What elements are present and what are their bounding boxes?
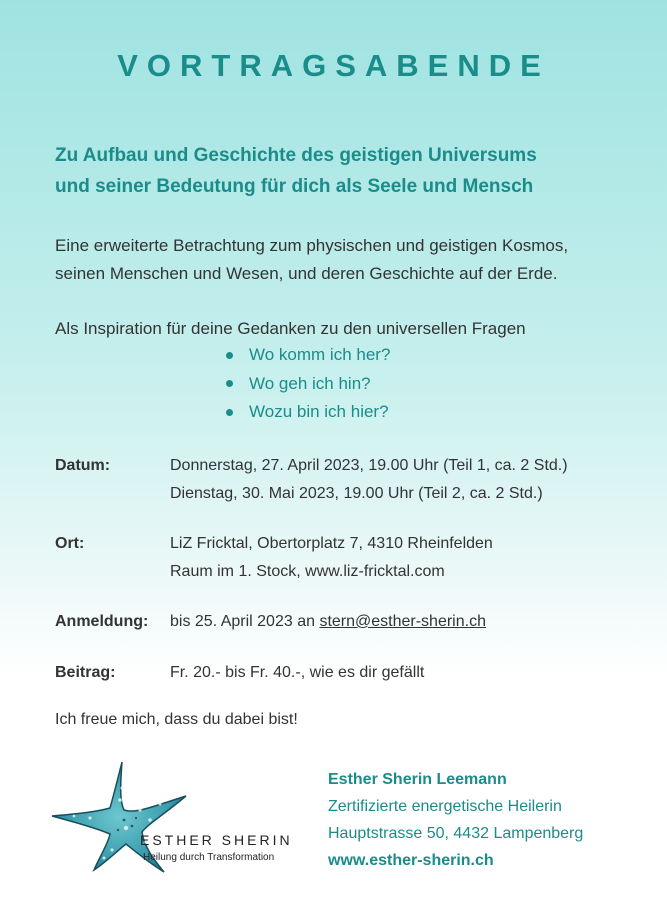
intro-paragraph xyxy=(55,232,645,288)
logo-name: ESTHER SHERIN xyxy=(140,832,293,848)
bullet-icon xyxy=(226,380,233,387)
contact-website-link[interactable]: www.esther-sherin.ch xyxy=(328,852,494,869)
contact-name: Esther Sherin Leemann xyxy=(328,771,507,788)
ort-label: Ort: xyxy=(55,535,85,552)
contact-role: Zertifizierte energetische Heilerin xyxy=(328,798,562,815)
question-3: Wozu bin ich hier? xyxy=(249,402,389,421)
anmeldung-row xyxy=(55,608,645,636)
datum-line-1: Donnerstag, 27. April 2023, 19.00 Uhr (Teil 1, ca. 2 Std.) xyxy=(170,457,568,474)
page-title: VORTRAGSABENDE xyxy=(117,48,550,83)
beitrag-row xyxy=(55,659,645,687)
ort-line-1: LiZ Fricktal, Obertorplatz 7, 4310 Rheinfelden xyxy=(170,535,493,552)
ort-value xyxy=(170,530,493,586)
inspiration-text: Als Inspiration für deine Gedanken zu den universellen Fragen xyxy=(55,319,526,338)
subtitle-line-1: Zu Aufbau und Geschichte des geistigen Universums xyxy=(55,145,537,166)
beitrag-label: Beitrag: xyxy=(55,664,116,681)
email-link[interactable]: stern@esther-sherin.ch xyxy=(319,613,486,630)
questions-list xyxy=(226,341,390,427)
anmeldung-prefix: bis 25. April 2023 an xyxy=(170,613,320,630)
intro-line-2: seinen Menschen und Wesen, und deren Geschichte auf der Erde. xyxy=(55,264,558,283)
question-2: Wo geh ich hin? xyxy=(249,373,371,393)
bullet-icon xyxy=(226,352,233,359)
beitrag-value: Fr. 20.- bis Fr. 40.-, wie es dir gefällt xyxy=(170,664,425,681)
list-item xyxy=(226,370,390,399)
anmeldung-value xyxy=(170,608,486,636)
bullet-icon xyxy=(226,409,233,416)
closing-text: Ich freue mich, dass du dabei bist! xyxy=(55,711,298,728)
contact-block xyxy=(328,766,583,874)
intro-line-1: Eine erweiterte Betrachtung zum physischen und geistigen Kosmos, xyxy=(55,236,569,255)
list-item xyxy=(226,341,390,370)
datum-label: Datum: xyxy=(55,457,111,474)
anmeldung-label: Anmeldung: xyxy=(55,613,149,630)
question-1: Wo komm ich her? xyxy=(249,345,391,364)
logo-tagline: Heilung durch Transformation xyxy=(143,852,275,863)
datum-row xyxy=(55,452,645,508)
subtitle-line-2: und seiner Bedeutung für dich als Seele und Mensch xyxy=(55,176,534,197)
ort-line-2: Raum im 1. Stock, www.liz-fricktal.com xyxy=(170,563,445,580)
datum-line-2: Dienstag, 30. Mai 2023, 19.00 Uhr (Teil 2, ca. 2 Std.) xyxy=(170,485,543,502)
subtitle xyxy=(55,140,635,202)
ort-row xyxy=(55,530,645,586)
list-item xyxy=(226,398,390,427)
contact-address: Hauptstrasse 50, 4432 Lampenberg xyxy=(328,825,584,842)
datum-value xyxy=(170,452,568,508)
